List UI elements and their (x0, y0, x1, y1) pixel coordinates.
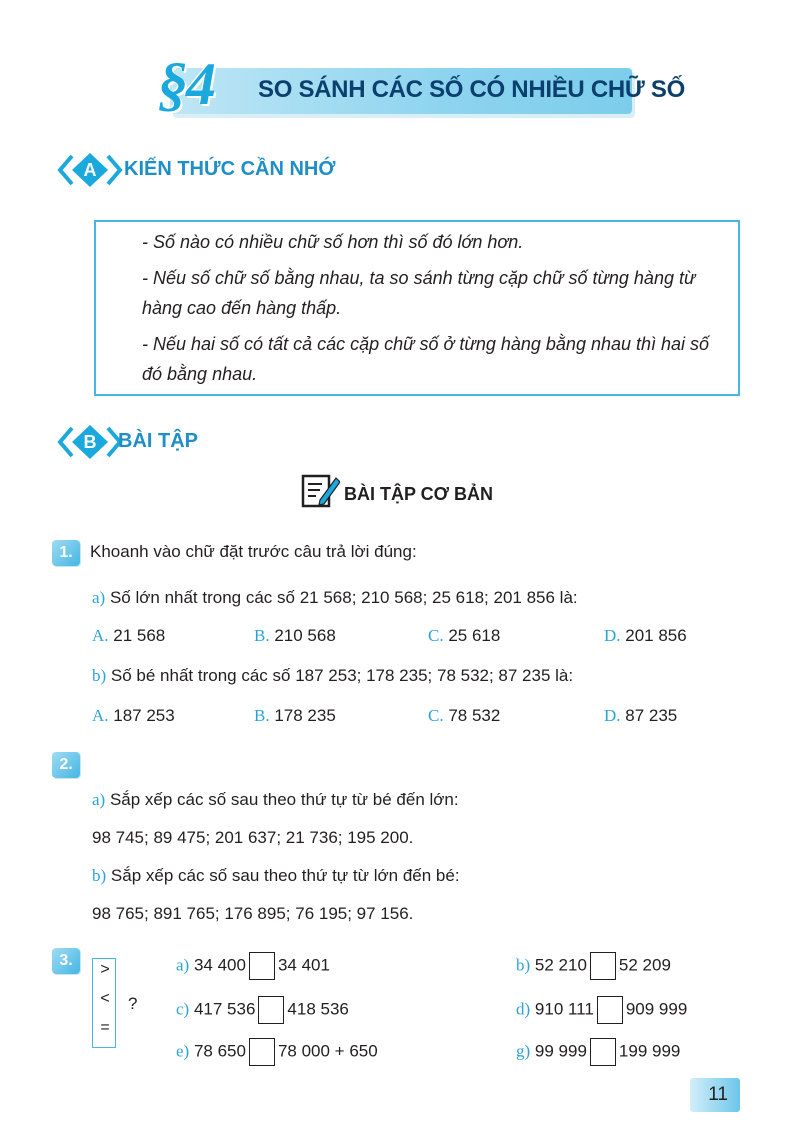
exercise-2b-text: Sắp xếp các số sau theo thứ tự từ lớn đến bé: (110, 866, 460, 885)
section-a-letter: A (83, 160, 97, 180)
option-1b-d[interactable]: D. 87 235 (604, 706, 678, 725)
answer-box-d[interactable] (597, 996, 623, 1024)
exercise-1b-text: Số bé nhất trong các số 187 253; 178 235; 78 532; 87 235 là: (110, 666, 574, 685)
exercise-1b-label: b) (92, 666, 107, 685)
exercise-2b-label: b) (92, 866, 107, 885)
knowledge-line-2: - Nếu số chữ số bằng nhau, ta so sánh từng cặp chữ số từng hàng từ (142, 268, 696, 288)
answer-box-a[interactable] (249, 952, 275, 980)
basic-exercises-title: BÀI TẬP CƠ BẢN (344, 484, 494, 504)
compare-item-b: b) 52 210 52 209 (516, 952, 671, 980)
section-number: §4 (158, 51, 214, 117)
knowledge-line-4: - Nếu hai số có tất cả các cặp chữ số ở từng hàng bằng nhau thì hai số (142, 334, 710, 354)
exercise-1-badge: 1. (52, 540, 80, 566)
section-a-title: KIẾN THỨC CẦN NHỚ (124, 158, 336, 180)
option-1a-d[interactable]: D. 201 856 (604, 626, 687, 645)
answer-box-g[interactable] (590, 1038, 616, 1066)
exercise-2b-numbers: 98 765; 891 765; 176 895; 76 195; 97 156. (92, 904, 414, 923)
page-number: 11 (690, 1078, 740, 1112)
page-title: SO SÁNH CÁC SỐ CÓ NHIỀU CHỮ SỐ (258, 76, 685, 103)
exercise-1a-question (92, 588, 578, 608)
exercise-1a-text: Số lớn nhất trong các số 21 568; 210 568; 25 618; 201 856 là: (109, 588, 578, 607)
section-b-title: BÀI TẬP (118, 430, 198, 452)
knowledge-line-3: hàng cao đến hàng thấp. (142, 298, 342, 318)
compare-item-e: e) 78 650 78 000 + 650 (176, 1038, 378, 1066)
option-1a-a[interactable]: A. 21 568 (92, 626, 166, 645)
answer-box-c[interactable] (258, 996, 284, 1024)
exercise-1-prompt: Khoanh vào chữ đặt trước câu trả lời đúng: (90, 542, 417, 561)
less-sign: < (100, 990, 110, 1007)
knowledge-line-5: đó bằng nhau. (142, 364, 258, 384)
exercise-3-badge: 3. (52, 948, 80, 974)
equal-sign: = (100, 1019, 110, 1036)
option-1a-b[interactable]: B. 210 568 (254, 626, 336, 645)
option-1b-c[interactable]: C. 78 532 (428, 706, 501, 725)
option-1b-b[interactable]: B. 178 235 (254, 706, 336, 725)
exercise-2-badge: 2. (52, 752, 80, 778)
compare-item-c: c) 417 536 418 536 (176, 996, 349, 1024)
exercise-1a-label: a) (92, 588, 106, 607)
exercise-2a-label: a) (92, 790, 106, 809)
compare-item-d: d) 910 111 909 999 (516, 996, 687, 1024)
question-mark: ? (128, 994, 138, 1013)
greater-sign: > (100, 961, 110, 978)
exercise-2a-numbers: 98 745; 89 475; 201 637; 21 736; 195 200. (92, 828, 414, 847)
option-1b-a[interactable]: A. 187 253 (92, 706, 175, 725)
exercise-1b-question (92, 666, 573, 686)
exercise-2a-text: Sắp xếp các số sau theo thứ tự từ bé đến lớn: (109, 790, 459, 809)
comparison-signs-box (92, 958, 116, 1048)
compare-item-g: g) 99 999 199 999 (516, 1038, 680, 1066)
exercise-2a-question (92, 790, 459, 810)
notebook-pencil-icon (300, 472, 340, 510)
option-1a-c[interactable]: C. 25 618 (428, 626, 501, 645)
knowledge-line-1: - Số nào có nhiều chữ số hơn thì số đó lớn hơn. (142, 232, 524, 252)
answer-box-e[interactable] (249, 1038, 275, 1066)
answer-box-b[interactable] (590, 952, 616, 980)
compare-item-a: a) 34 400 34 401 (176, 952, 330, 980)
section-b-letter: B (83, 432, 97, 452)
exercise-2b-question (92, 866, 460, 886)
